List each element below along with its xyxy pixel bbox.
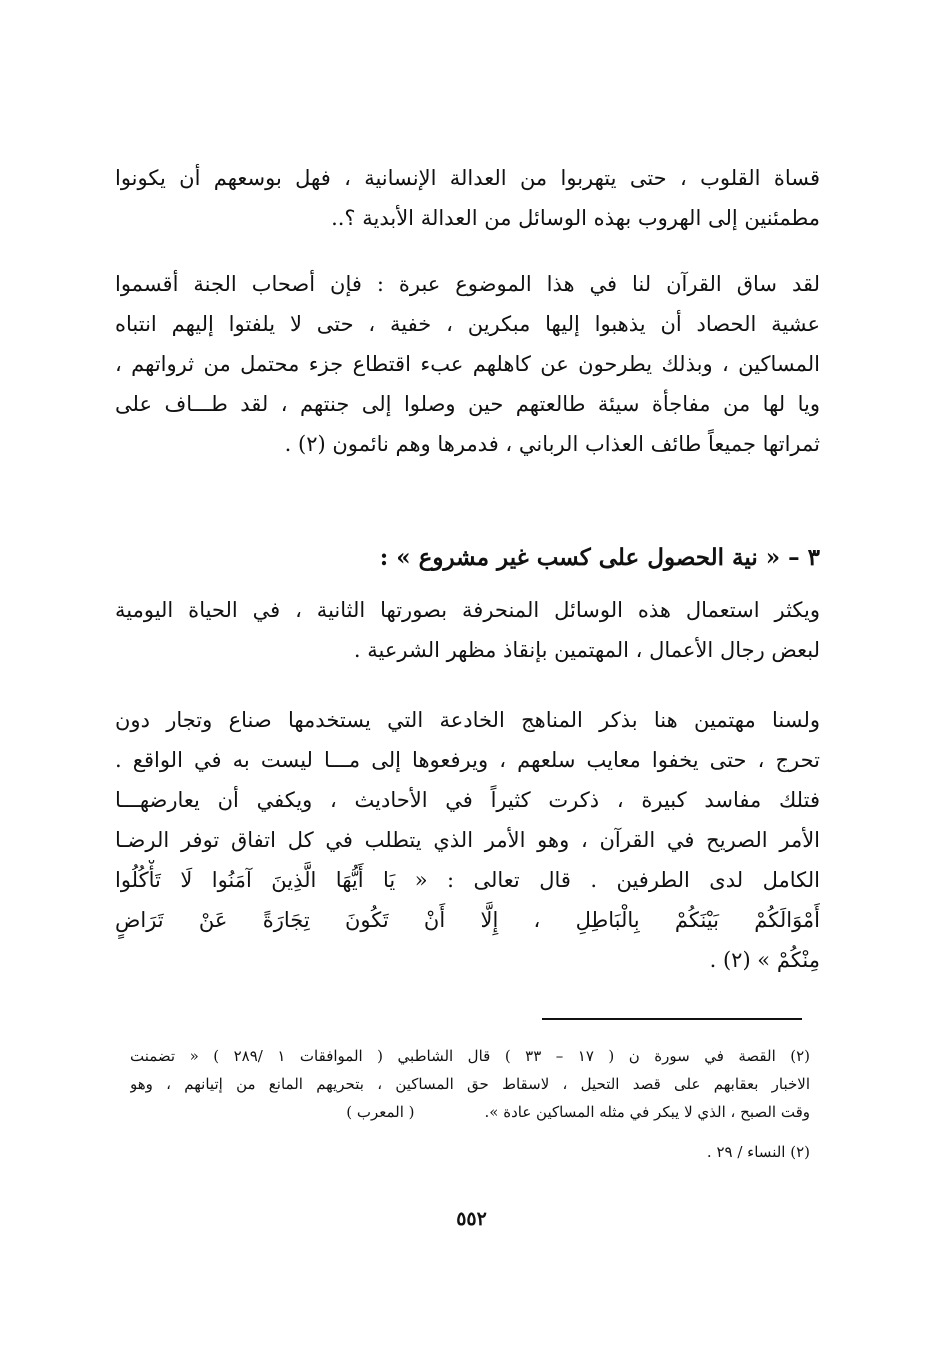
text-line: لبعض رجال الأعمال ، المهتمين بإنقاذ مظهر الشرعية . (353, 638, 820, 662)
quran-verse-line: مِنْكُمْ » (٢) . (709, 948, 820, 972)
text-line: عشية الحصاد أن يذهبوا إليها مبكرين ، خفية ، حتى لا يلفتوا إليهم انتباه (115, 312, 820, 336)
footnote-line: الاخبار بعقابهم على قصد التحيل ، لاسقاط حق المساكين ، بتحريهم المانع من إتيانهم ، وهو (130, 1075, 810, 1093)
text-line: تحرج ، حتى يخفوا معايب سلعهم ، ويرفعوها إلى مـــا ليست به في الواقع . (115, 748, 820, 772)
section-heading: ٣ – « نية الحصول على كسب غير مشروع » : (379, 544, 820, 571)
footnote-line (130, 1098, 810, 1126)
text-line: مطمئنين إلى الهروب بهذه الوسائل من العدالة الأبدية ؟.. (331, 206, 820, 230)
text-line: المساكين ، وبذلك يطرحون عن كاهلهم عبء اقتطاع جزء محتمل من ثرواتهم ، (115, 352, 820, 376)
paragraph-3 (115, 590, 820, 670)
text-line: الأمر الصريح في القرآن ، وهو الأمر الذي يتطلب في كل اتفاق توفر الرضـا (115, 828, 820, 852)
page-number: ٥٥٢ (456, 1208, 487, 1230)
text-line: ويكثر استعمال هذه الوسائل المنحرفة بصورتها الثانية ، في الحياة اليومية (115, 598, 820, 622)
text-line: ثمراتها جميعاً طائف العذاب الرباني ، فدمرها وهم نائمون (٢) . (284, 432, 820, 456)
text-line: ولسنا مهتمين هنا بذكر المناهج الخادعة التي يستخدمها صناع وتجار دون (115, 708, 820, 732)
footnote-text: وقت الصبح ، الذي لا يبكر في مثله المساكين عادة ». (484, 1103, 810, 1121)
footnote-divider (542, 1018, 802, 1020)
paragraph-4 (115, 700, 820, 980)
footnote-line: (٢) القصة في سورة ن ( ١٧ – ٣٣ ) قال الشاطبي ( الموافقات ١ /٢٨٩ ) « تضمنت (130, 1047, 810, 1065)
translator-tag: ( المعرب ) (346, 1103, 415, 1121)
paragraph-2 (115, 264, 820, 464)
paragraph-1 (115, 158, 820, 238)
footnote-1 (130, 1042, 810, 1126)
quran-verse-line: الكامل لدى الطرفين . قال تعالى : « يَا أَيُّهَا الَّذِينَ آمَنُوا لَا تَأْكُلُوا (115, 868, 820, 892)
footnote-2 (130, 1138, 810, 1166)
text-line: قساة القلوب ، حتى يتهربوا من العدالة الإنسانية ، فهل بوسعهم أن يكونوا (115, 166, 820, 190)
text-line: ويا لها من مفاجأة سيئة طالعتهم حين وصلوا إلى جنتهم ، لقد طـــاف على (115, 392, 820, 416)
text-line: لقد ساق القرآن لنا في هذا الموضوع عبرة : فإن أصحاب الجنة أقسموا (115, 272, 820, 296)
footnote-line: (٢) النساء / ٢٩ . (706, 1143, 810, 1161)
quran-verse-line: أَمْوَالَكُمْ بَيْنَكُمْ بِالْبَاطِلِ ، إِلَّا أَنْ تَكُونَ تِجَارَةً عَنْ تَرَاضٍ (115, 908, 820, 932)
text-line: فتلك مفاسد كبيرة ، ذكرت كثيراً في الأحاديث ، ويكفي أن يعارضهـــا (115, 788, 820, 812)
